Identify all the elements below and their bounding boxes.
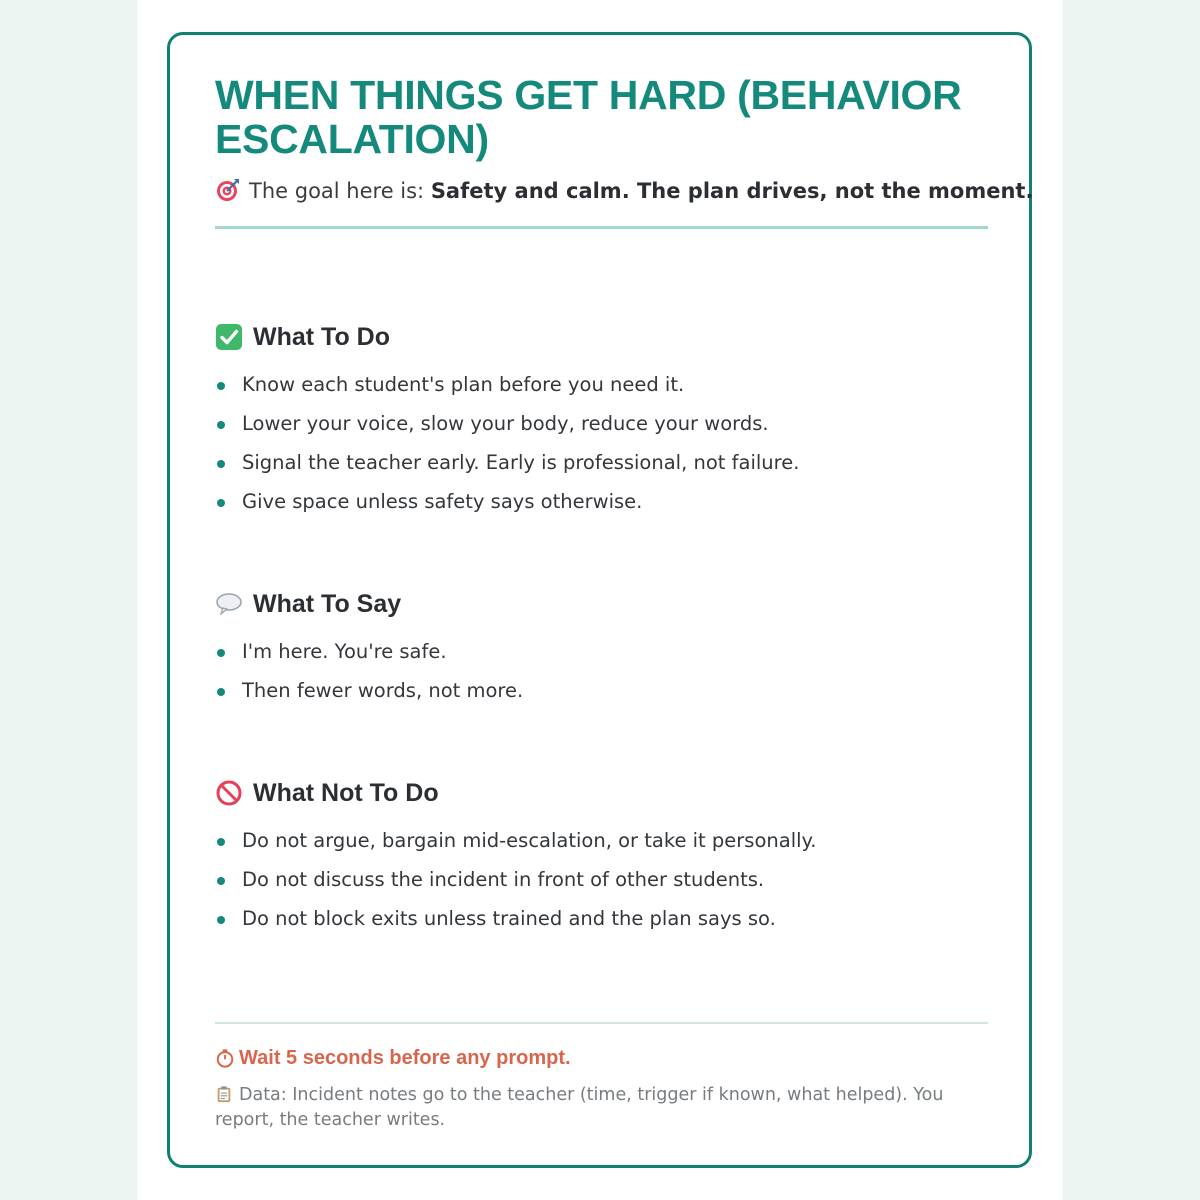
list-item: Then fewer words, not more.: [215, 671, 995, 710]
clipboard-icon: [215, 1085, 233, 1103]
goal-lead: The goal here is:: [249, 179, 431, 203]
footer-divider: [215, 1022, 988, 1024]
do-list: [215, 365, 995, 521]
goal-line: [215, 177, 1034, 205]
data-note: [215, 1083, 990, 1133]
section-heading-text: What To Say: [253, 590, 402, 618]
goal-emphasis: Safety and calm. The plan drives, not the moment.: [430, 179, 1034, 203]
list-item: Give space unless safety says otherwise.: [215, 482, 995, 521]
section-heading-text: What To Do: [253, 323, 390, 351]
wait-text: Wait 5 seconds before any prompt.: [239, 1047, 571, 1069]
list-item: Do not discuss the incident in front of other students.: [215, 860, 995, 899]
dont-list: [215, 821, 995, 938]
list-item: Do not block exits unless trained and the plan says so.: [215, 899, 995, 938]
header-divider: [215, 226, 988, 229]
check-mark-icon: [215, 323, 243, 351]
section-heading-text: What Not To Do: [253, 779, 439, 807]
prohibited-icon: [215, 779, 243, 807]
list-item: Know each student's plan before you need it.: [215, 365, 995, 404]
speech-bubble-icon: [215, 590, 243, 618]
say-list: [215, 632, 995, 710]
note-text: Data: Incident notes go to the teacher (time, trigger if known, what helped). You report, the teacher writes.: [215, 1085, 944, 1130]
page-sheet: [137, 0, 1063, 1200]
section-what-not-to-do: [215, 777, 995, 938]
list-item: Do not argue, bargain mid-escalation, or take it personally.: [215, 821, 995, 860]
wait-reminder: [215, 1044, 995, 1072]
section-what-to-say: [215, 588, 995, 710]
section-heading: [215, 777, 995, 809]
escalation-card: [167, 32, 1032, 1168]
section-what-to-do: [215, 321, 995, 521]
target-icon: [215, 177, 241, 203]
list-item: I'm here. You're safe.: [215, 632, 995, 671]
page-title: WHEN THINGS GET HARD (BEHAVIOR ESCALATION): [215, 72, 962, 162]
list-item: Lower your voice, slow your body, reduce your words.: [215, 404, 995, 443]
section-heading: [215, 588, 995, 620]
stopwatch-icon: [215, 1048, 235, 1068]
section-heading: [215, 321, 995, 353]
list-item: Signal the teacher early. Early is professional, not failure.: [215, 443, 995, 482]
